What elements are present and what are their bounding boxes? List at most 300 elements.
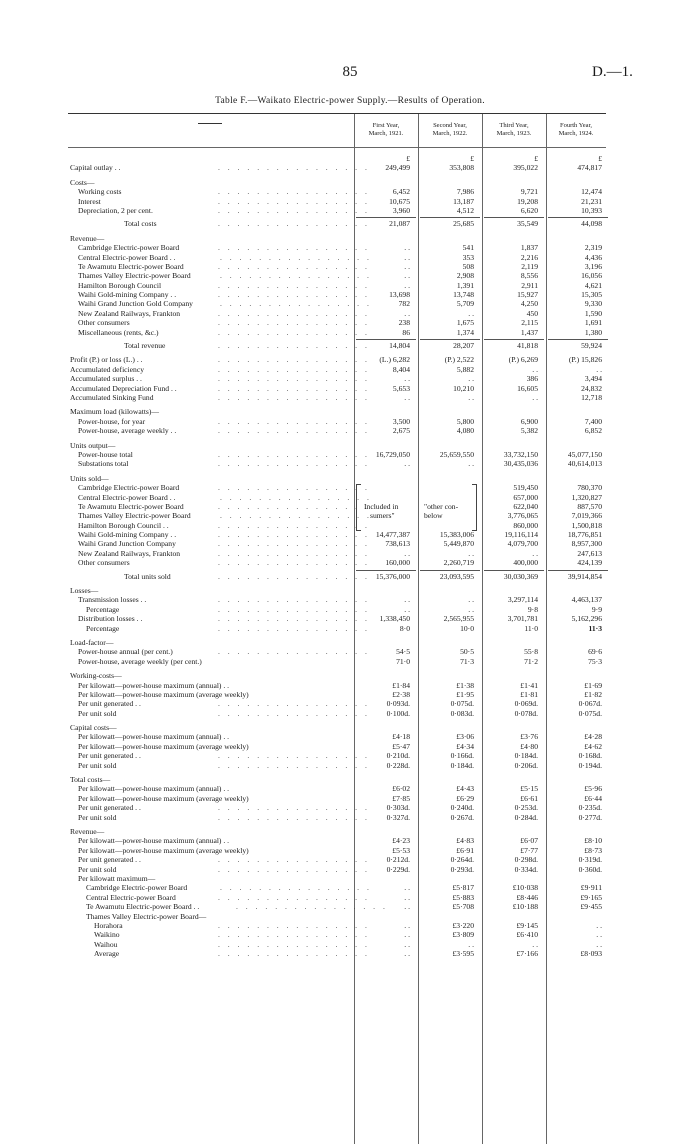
- cell-value: 9,330: [584, 299, 602, 309]
- leader-dots: . . . . . . . . . . . . . . . .: [218, 939, 370, 949]
- table-row: [68, 709, 606, 718]
- row-label: Thames Valley Electric-power Board—: [86, 911, 207, 921]
- leader-dots: . . . . . . . . . . . . . . . .: [218, 855, 370, 865]
- table-row: [68, 459, 606, 468]
- row-label: Per kilowatt—power-house maximum (annual) . .: [78, 836, 230, 846]
- cell-value: 0·334d.: [514, 864, 538, 874]
- cell-value: £3·809: [452, 930, 474, 940]
- row-label: Revenue—: [70, 233, 105, 243]
- row-label: Power-house, average weekly (per cent.): [78, 656, 202, 666]
- rule-line: [548, 217, 608, 218]
- cell-value: 2,911: [521, 280, 538, 290]
- cell-value: 8·0: [399, 623, 410, 633]
- cell-value: 1,437: [520, 327, 538, 337]
- cell-value: £6·91: [456, 845, 474, 855]
- leader-dots: . . . . . . . . . . . . . . . .: [218, 364, 370, 374]
- cell-value: 8,556: [520, 271, 538, 281]
- row-label: Hamilton Borough Council . .: [78, 520, 169, 530]
- table-row: [68, 813, 606, 822]
- table-row: [68, 930, 606, 939]
- table-row: [68, 912, 606, 921]
- row-label: New Zealand Railways, Frankton: [78, 548, 181, 558]
- cell-value: . .: [404, 243, 410, 253]
- cell-value: 0·083d.: [450, 708, 474, 718]
- table-row: [68, 657, 606, 666]
- table-row: [68, 365, 606, 374]
- leader-dots: . . . . . . . . . . . . . . . .: [218, 426, 370, 436]
- cell-value: . .: [532, 364, 538, 374]
- row-label: Capital costs—: [70, 723, 117, 733]
- cell-value: 4,621: [584, 280, 602, 290]
- row-label: Substations total: [78, 459, 129, 469]
- cell-value: . .: [404, 308, 410, 318]
- table-row: [68, 197, 606, 206]
- cell-value: 10,393: [581, 205, 602, 215]
- leader-dots: . . . . . . . . . . . . . . . .: [236, 902, 388, 912]
- leader-dots: . . . . . . . . . . . . . . . .: [218, 483, 370, 493]
- leader-dots: . . . . . . . . . . . . . . . .: [218, 261, 370, 271]
- rule-line: [548, 570, 608, 571]
- column-header-line: March, 1922.: [432, 130, 468, 137]
- row-label: Power-house total: [78, 449, 133, 459]
- cell-value: 0·327d.: [386, 812, 410, 822]
- cell-value: 10,675: [389, 196, 410, 206]
- cell-value: £: [534, 154, 538, 163]
- table-row: [68, 595, 606, 604]
- cell-value: 0·075d.: [578, 708, 602, 718]
- cell-value: 1,675: [456, 318, 474, 328]
- leader-dots: . . . . . . . . . . . . . . . .: [218, 864, 370, 874]
- cell-value: 28,207: [453, 341, 474, 351]
- cell-value: £4·18: [392, 732, 410, 742]
- cell-value: 5,709: [456, 299, 474, 309]
- cell-value: £5·47: [392, 741, 410, 751]
- cell-value: . .: [404, 548, 410, 558]
- cell-value: 0·293d.: [450, 864, 474, 874]
- table-row: [68, 271, 606, 280]
- cell-value: . .: [404, 595, 410, 605]
- cell-value: . .: [404, 604, 410, 614]
- cell-value: 0·206d.: [514, 760, 538, 770]
- cell-value: £1·82: [584, 689, 602, 699]
- row-label: Thames Valley Electric-power Board: [78, 511, 191, 521]
- cell-value: 2,565,955: [443, 614, 474, 624]
- cell-value: 541: [462, 243, 474, 253]
- row-label: Waihou: [94, 939, 118, 949]
- cell-value: 395,022: [513, 163, 538, 173]
- table-row: [68, 206, 606, 215]
- cell-value: £: [406, 154, 410, 163]
- row-label: Per unit sold: [78, 812, 117, 822]
- cell-value: 3,701,781: [507, 614, 538, 624]
- cell-value: 55·8: [524, 647, 538, 657]
- row-label: Horahora: [94, 920, 123, 930]
- cell-value: 0·264d.: [450, 855, 474, 865]
- cell-value: £1·69: [584, 680, 602, 690]
- cell-value: 1,374: [456, 327, 474, 337]
- table-row: [68, 374, 606, 383]
- cell-value: 71·3: [460, 656, 474, 666]
- cell-value: . .: [404, 374, 410, 384]
- table-row: [68, 154, 606, 163]
- table-row: [68, 290, 606, 299]
- leader-dots: . . . . . . . . . . . . . . . .: [220, 252, 372, 262]
- cell-value: £10·188: [512, 902, 538, 912]
- cell-value: 6,900: [520, 416, 538, 426]
- cell-value: . .: [404, 271, 410, 281]
- leader-dots: . . . . . . . . . . . . . . . .: [218, 520, 370, 530]
- column-header-line: March, 1921.: [368, 130, 404, 137]
- leader-dots: . . . . . . . . . . . . . . . .: [220, 492, 372, 502]
- cell-value: 0·284d.: [514, 812, 538, 822]
- cell-value: 0·067d.: [578, 699, 602, 709]
- cell-value: 39,914,854: [567, 571, 602, 581]
- table-row: [68, 572, 606, 581]
- column-header-first-year: [354, 122, 418, 138]
- leader-dots: . . . . . . . . . . . . . . . .: [218, 595, 370, 605]
- cell-value: 16,056: [581, 271, 602, 281]
- cell-value: 45,077,150: [567, 449, 602, 459]
- row-label: Working costs: [78, 187, 122, 197]
- cell-value: £8·10: [584, 836, 602, 846]
- cell-value: 4,250: [520, 299, 538, 309]
- cell-value: 4,080: [456, 426, 474, 436]
- cell-value: 25,659,550: [439, 449, 474, 459]
- column-header-line: First Year,: [372, 122, 400, 129]
- leader-dots: . . . . . . . . . . . . . . . .: [218, 416, 370, 426]
- row-label: Cambridge Electric-power Board: [78, 483, 180, 493]
- table-row: [68, 893, 606, 902]
- cell-value: £9·911: [580, 883, 602, 893]
- cell-value: 1,380: [584, 327, 602, 337]
- cell-value: 353: [462, 252, 474, 262]
- cell-value: . .: [596, 920, 602, 930]
- leader-dots: . . . . . . . . . . . . . . . .: [218, 708, 370, 718]
- cell-value: 450: [526, 308, 538, 318]
- table-row: [68, 426, 606, 435]
- cell-value: 19,116,114: [504, 530, 538, 540]
- row-label: Accumulated deficiency: [70, 364, 145, 374]
- cell-value: 1,500,818: [571, 520, 602, 530]
- cell-value: £3·76: [520, 732, 538, 742]
- table-row: [68, 539, 606, 548]
- table-row: [68, 328, 606, 337]
- table-row: [68, 558, 606, 567]
- cell-value: 400,000: [513, 558, 538, 568]
- cell-value: 0·228d.: [386, 760, 410, 770]
- table-row: [68, 586, 606, 595]
- cell-value: 7,400: [584, 416, 602, 426]
- cell-value: 3,494: [584, 374, 602, 384]
- cell-value: 0·253d.: [514, 803, 538, 813]
- row-label: Units output—: [70, 440, 116, 450]
- row-label: Per unit generated . .: [78, 699, 141, 709]
- row-label: Losses—: [70, 586, 99, 596]
- table-row: [68, 511, 606, 520]
- cell-value: 247,613: [577, 548, 602, 558]
- cell-value: (P.) 6,269: [508, 355, 538, 365]
- leader-dots: . . . . . . . . . . . . . . . .: [218, 205, 370, 215]
- cell-value: 4,463,137: [571, 595, 602, 605]
- leader-dots: . . . . . . . . . . . . . . . .: [218, 280, 370, 290]
- cell-value: . .: [468, 308, 474, 318]
- cell-value: 15,383,006: [439, 530, 474, 540]
- row-label: Per kilowatt—power-house maximum (average weekly): [78, 793, 249, 803]
- table-row: [68, 493, 606, 502]
- cell-value: 10·0: [460, 623, 474, 633]
- table-row: [68, 605, 606, 614]
- table-row: [68, 530, 606, 539]
- cell-value: 738,613: [385, 539, 410, 549]
- cell-value: 59,924: [581, 341, 602, 351]
- cell-value: 622,040: [513, 501, 538, 511]
- cell-value: 1,338,450: [379, 614, 410, 624]
- table-row: [68, 949, 606, 958]
- leader-dots: . . . . . . . . . . . . . . . .: [218, 196, 370, 206]
- cell-value: £7·77: [520, 845, 538, 855]
- table-row: [68, 803, 606, 812]
- cell-value: 1,320,827: [571, 492, 602, 502]
- column-header-line: March, 1923.: [496, 130, 532, 137]
- cell-value: 7,019,366: [571, 511, 602, 521]
- row-label: Cambridge Electric-power Board: [86, 883, 188, 893]
- leader-dots: . . . . . . . . . . . . . . . .: [218, 355, 370, 365]
- cell-value: 12,474: [581, 187, 602, 197]
- cell-value: £5·96: [584, 784, 602, 794]
- cell-value: £5·53: [392, 845, 410, 855]
- cell-value: . .: [596, 930, 602, 940]
- leader-dots: . . . . . . . . . . . . . . . .: [218, 308, 370, 318]
- cell-value: 13,748: [453, 290, 474, 300]
- cell-value: 5,882: [456, 364, 474, 374]
- cell-value: . .: [404, 883, 410, 893]
- cell-value: 0·277d.: [578, 812, 602, 822]
- table-row: [68, 393, 606, 402]
- cell-value: £8·73: [584, 845, 602, 855]
- leader-dots: . . . . . . . . . . . . . . . .: [220, 883, 372, 893]
- header-dash: [198, 123, 222, 124]
- row-label: Average: [94, 949, 120, 959]
- cell-value: 0·194d.: [578, 760, 602, 770]
- cell-value: . .: [404, 902, 410, 912]
- leader-dots: . . . . . . . . . . . . . . . .: [218, 327, 370, 337]
- rule-line: [356, 570, 416, 571]
- leader-dots: . . . . . . . . . . . . . . . .: [218, 243, 370, 253]
- cell-value: 780,370: [577, 483, 602, 493]
- leader-dots: . . . . . . . . . . . . . . . .: [218, 374, 370, 384]
- leader-dots: . . . . . . . . . . . . . . . .: [218, 383, 370, 393]
- included-note: sumers": [370, 511, 395, 521]
- cell-value: 2,115: [521, 318, 538, 328]
- cell-value: 0·235d.: [578, 803, 602, 813]
- cell-value: £4·23: [392, 836, 410, 846]
- cell-value: £3·220: [452, 920, 474, 930]
- row-label: Per kilowatt—power-house maximum (average weekly): [78, 741, 249, 751]
- leader-dots: . . . . . . . . . . . . . . . .: [218, 539, 370, 549]
- table-row: [68, 441, 606, 450]
- cell-value: 0·210d.: [386, 751, 410, 761]
- cell-value: 12,718: [581, 392, 602, 402]
- cell-value: £1·81: [520, 689, 538, 699]
- cell-value: 5,162,296: [571, 614, 602, 624]
- row-label: Central Electric-power Board . .: [78, 252, 176, 262]
- cell-value: £7·85: [392, 793, 410, 803]
- cell-value: 30,435,036: [503, 459, 538, 469]
- cell-value: £7·166: [516, 949, 538, 959]
- page-number: 85: [342, 64, 358, 80]
- cell-value: £9·455: [580, 902, 602, 912]
- row-label: Accumulated surplus . .: [70, 374, 142, 384]
- cell-value: 1,391: [456, 280, 474, 290]
- row-label: Per unit generated . .: [78, 751, 141, 761]
- column-header-line: March, 1924.: [558, 130, 594, 137]
- row-label: Power-house, for year: [78, 416, 146, 426]
- cell-value: 887,570: [577, 501, 602, 511]
- table-row: [68, 417, 606, 426]
- cell-value: 41,818: [517, 341, 538, 351]
- cell-value: £8·093: [580, 949, 602, 959]
- table-title: [0, 96, 700, 106]
- row-label: Thames Valley Electric-power Board: [78, 271, 191, 281]
- cell-value: £4·28: [584, 732, 602, 742]
- cell-value: £5·817: [452, 883, 474, 893]
- cell-value: 14,477,387: [375, 530, 410, 540]
- cell-value: 54·5: [396, 647, 410, 657]
- table-row: [68, 624, 606, 633]
- row-label: Accumulated Sinking Fund: [70, 392, 154, 402]
- row-label: Other consumers: [78, 558, 130, 568]
- row-label: Per unit sold: [78, 864, 117, 874]
- row-label: Per unit sold: [78, 760, 117, 770]
- leader-dots: . . . . . . . . . . . . . . . .: [218, 614, 370, 624]
- table-row: [68, 219, 606, 228]
- rule-line: [356, 339, 416, 340]
- table-row: [68, 384, 606, 393]
- cell-value: 50·5: [460, 647, 474, 657]
- column-header-third-year: [482, 122, 546, 138]
- included-note: "other con-: [424, 501, 459, 511]
- cell-value: £3·595: [452, 949, 474, 959]
- table-row: [68, 883, 606, 892]
- cell-value: 5,800: [456, 416, 474, 426]
- row-label: Percentage: [86, 604, 120, 614]
- leader-dots: . . . . . . . . . . . . . . . .: [218, 501, 370, 511]
- cell-value: 2,260,719: [443, 558, 474, 568]
- leader-dots: . . . . . . . . . . . . . . . .: [218, 449, 370, 459]
- table-row: [68, 690, 606, 699]
- leader-dots: . . . . . . . . . . . . . . . .: [218, 760, 370, 770]
- cell-value: £4·34: [456, 741, 474, 751]
- leader-dots: . . . . . . . . . . . . . . . .: [218, 604, 370, 614]
- cell-value: 13,187: [453, 196, 474, 206]
- row-label: Per kilowatt—power-house maximum (average weekly): [78, 689, 249, 699]
- table-row: [68, 318, 606, 327]
- results-table: [68, 113, 606, 1144]
- cell-value: 6,452: [392, 187, 410, 197]
- cell-value: 2,908: [456, 271, 474, 281]
- cell-value: 386: [526, 374, 538, 384]
- table-row: [68, 836, 606, 845]
- cell-value: £: [470, 154, 474, 163]
- cell-value: £6·02: [392, 784, 410, 794]
- cell-value: 0·267d.: [450, 812, 474, 822]
- cell-value: 0·360d.: [578, 864, 602, 874]
- cell-value: 238: [398, 318, 410, 328]
- cell-value: 7,986: [456, 187, 474, 197]
- cell-value: 1,590: [584, 308, 602, 318]
- cell-value: 0·078d.: [514, 708, 538, 718]
- row-label: Maximum load (kilowatts)—: [70, 407, 160, 417]
- row-label: Central Electric-power Board: [86, 892, 176, 902]
- table-row: [68, 699, 606, 708]
- cell-value: . .: [468, 459, 474, 469]
- cell-value: 16,605: [517, 383, 538, 393]
- cell-value: 0·168d.: [578, 751, 602, 761]
- leader-dots: . . . . . . . . . . . . . . . .: [218, 647, 370, 657]
- table-row: [68, 262, 606, 271]
- leader-dots: . . . . . . . . . . . . . . . .: [218, 392, 370, 402]
- column-header-line: Fourth Year,: [559, 122, 593, 129]
- cell-value: . .: [404, 892, 410, 902]
- row-label: Power-house annual (per cent.): [78, 647, 173, 657]
- cell-value: 0·303d.: [386, 803, 410, 813]
- cell-value: £3·06: [456, 732, 474, 742]
- row-label: Per unit generated . .: [78, 803, 141, 813]
- cell-value: 2,216: [520, 252, 538, 262]
- cell-value: £4·62: [584, 741, 602, 751]
- row-label: Central Electric-power Board . .: [78, 492, 176, 502]
- row-label: Transmission losses . .: [78, 595, 147, 605]
- cell-value: 0·075d.: [450, 699, 474, 709]
- table-row: [68, 638, 606, 647]
- leader-dots: . . . . . . . . . . . . . . . .: [218, 318, 370, 328]
- leader-dots: . . . . . . . . . . . . . . . .: [218, 930, 370, 940]
- cell-value: 249,499: [385, 163, 410, 173]
- cell-value: . .: [404, 459, 410, 469]
- cell-value: 3,960: [392, 205, 410, 215]
- cell-value: 3,500: [392, 416, 410, 426]
- cell-value: (P.) 2,522: [444, 355, 474, 365]
- leader-dots: . . . . . . . . . . . . . . . .: [218, 812, 370, 822]
- cell-value: 424,139: [577, 558, 602, 568]
- table-row: [68, 474, 606, 483]
- rule-line: [420, 570, 480, 571]
- row-label: Te Awamutu Electric-power Board: [78, 501, 184, 511]
- cell-value: 4,079,700: [507, 539, 538, 549]
- cell-value: 10,210: [453, 383, 474, 393]
- table-row: [68, 761, 606, 770]
- cell-value: . .: [532, 392, 538, 402]
- cell-value: 15,305: [581, 290, 602, 300]
- table-row: [68, 407, 606, 416]
- cell-value: £9·145: [516, 920, 538, 930]
- cell-value: 15,927: [517, 290, 538, 300]
- table-row: [68, 521, 606, 530]
- cell-value: . .: [404, 392, 410, 402]
- cell-value: . .: [404, 252, 410, 262]
- cell-value: £10·038: [512, 883, 538, 893]
- row-label: Waihi Grand Junction Company: [78, 539, 176, 549]
- leader-dots: . . . . . . . . . . . . . . . .: [218, 623, 370, 633]
- cell-value: (L.) 6,282: [379, 355, 410, 365]
- right-brace: [472, 484, 477, 531]
- cell-value: 0·069d.: [514, 699, 538, 709]
- leader-dots: . . . . . . . . . . . . . . . .: [220, 271, 372, 281]
- cell-value: £6·44: [584, 793, 602, 803]
- row-label: Revenue—: [70, 827, 105, 836]
- table-row: [68, 732, 606, 741]
- leader-dots: . . . . . . . . . . . . . . . .: [218, 803, 370, 813]
